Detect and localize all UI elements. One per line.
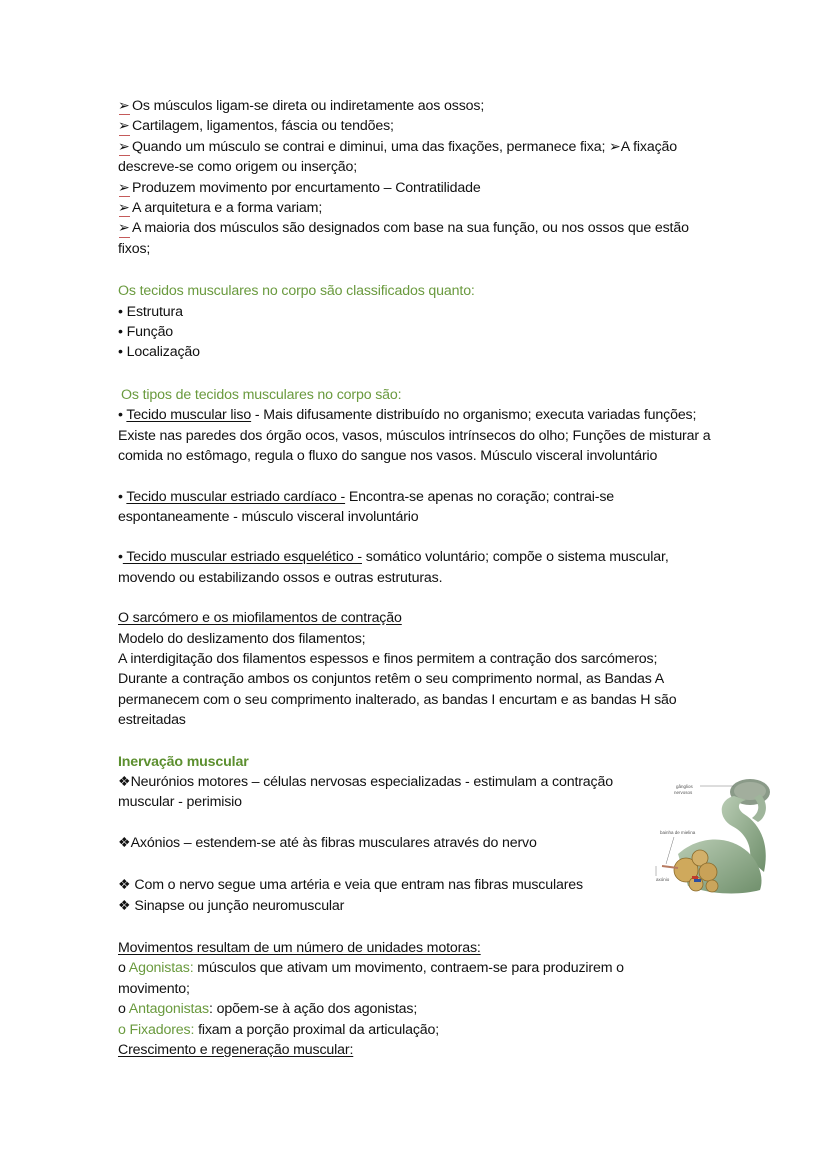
bullet-icon: • [118, 549, 123, 566]
classification-heading: Os tecidos musculares no corpo são classificados quanto: [118, 283, 475, 300]
arrow-bullet-icon: ➢ [118, 137, 132, 157]
paragraph-line: permanecem com o seu comprimento inalterado, as bandas I encurtam e as bandas H são [118, 691, 677, 708]
arrow-bullet-icon: ➢ [118, 116, 132, 136]
growth-regeneration-heading: Crescimento e regeneração muscular: [118, 1042, 354, 1059]
paragraph-line: Modelo do deslizamento dos filamentos; [118, 630, 366, 647]
smooth-muscle-title: Tecido muscular liso [126, 407, 252, 424]
circle-bullet-icon: o [118, 1001, 126, 1018]
movements-section [118, 938, 718, 1060]
sarcomere-heading: O sarcómero e os miofilamentos de contração [118, 610, 402, 627]
classification-section [118, 281, 718, 363]
bullet-icon: • [118, 344, 123, 361]
paragraph-line: comida no estômago, regula o fluxo do sangue nos vasos. Músculo visceral involuntário [118, 448, 658, 465]
list-item: ➢ A maioria dos músculos são designados com base na sua função, ou nos ossos que estão [118, 218, 718, 238]
smooth-muscle-item: • Tecido muscular liso - Mais difusamente distribuído no organismo; executa variadas funções; [118, 407, 697, 424]
list-item-continuation: movimento; [118, 980, 190, 997]
cardiac-muscle-title: Tecido muscular estriado cardíaco - [126, 488, 346, 505]
list-item: ➢ Cartilagem, ligamentos, fáscia ou tendões; [118, 116, 718, 136]
figure-label-ganglia: gânglios [676, 784, 693, 789]
circle-bullet-icon: o [118, 960, 126, 977]
list-item-continuation: muscular - perimisio [118, 794, 242, 811]
figure-label-myelin-sheath: bainha de mielina [660, 830, 696, 835]
list-item: • Função [118, 324, 174, 341]
list-item: o Fixadores: fixam a porção proximal da articulação; [118, 1021, 440, 1038]
list-item: ➢ A arquitetura e a forma variam; [118, 198, 718, 218]
list-item-continuation: fixos; [118, 240, 151, 257]
figure-label-ganglia-2: nervosos [674, 790, 693, 795]
inline-arrow-icon: ➢ [609, 138, 621, 155]
paragraph-line: A interdigitação dos filamentos espessos e finos permitem a contração dos sarcómeros; [118, 650, 658, 667]
diamond-bullet-icon: ❖ [118, 877, 131, 894]
list-item: ➢ Produzem movimento por encurtamento – Contratilidade [118, 178, 718, 198]
bullet-icon: • [118, 303, 123, 320]
innervation-heading: Inervação muscular [118, 753, 249, 770]
diamond-bullet-icon: ❖ [118, 773, 131, 790]
term-agonists: Agonistas: [128, 960, 194, 977]
skeletal-muscle-title: Tecido muscular estriado esquelético - [122, 549, 362, 566]
list-item: • Localização [118, 344, 200, 361]
nerve-illustration [648, 774, 776, 898]
list-item: ➢ Quando um músculo se contrai e diminui, uma das fixações, permanece fixa; ➢A fixação [118, 137, 718, 157]
figure-label-axon: axónio [656, 877, 670, 882]
arrow-bullet-icon: ➢ [118, 96, 132, 116]
paragraph-line: Durante a contração ambos os conjuntos retêm o seu comprimento normal, as Bandas A [118, 671, 665, 688]
tissue-types-heading: Os tipos de tecidos musculares no corpo são: [121, 386, 402, 403]
tissue-types-section [118, 385, 718, 588]
paragraph-line: espontaneamente - músculo visceral involuntário [118, 508, 419, 525]
term-antagonists: Antagonistas [128, 1001, 209, 1018]
list-item: ➢ Os músculos ligam-se direta ou indiretamente aos ossos; [118, 96, 718, 116]
sarcomere-section [118, 608, 718, 730]
skeletal-muscle-item: • Tecido muscular estriado esquelético - somático voluntário; compõe o sistema muscular, [118, 549, 669, 566]
list-item: ❖ Sinapse ou junção neuromuscular [118, 897, 345, 914]
list-item: ❖Neurónios motores – células nervosas especializadas - estimulam a contração [118, 773, 613, 790]
cardiac-muscle-item: • Tecido muscular estriado cardíaco - Encontra-se apenas no coração; contrai-se [118, 488, 615, 505]
arrow-bullet-icon: ➢ [118, 218, 132, 238]
arrow-bullet-icon: ➢ [118, 198, 132, 218]
list-item: o Antagonistas: opõem-se à ação dos agonistas; [118, 1001, 418, 1018]
muscle-facts-list [118, 96, 718, 259]
list-item: o Agonistas: músculos que ativam um movimento, contraem-se para produzirem o [118, 960, 624, 977]
bullet-icon: • [118, 407, 123, 424]
arrow-bullet-icon: ➢ [118, 178, 132, 198]
paragraph-line: Existe nas paredes dos órgão ocos, vasos, músculos intrínsecos do olho; Funções de misturar a [118, 427, 711, 444]
bullet-icon: • [118, 324, 123, 341]
diamond-bullet-icon: ❖ [118, 834, 131, 851]
list-item: ❖Axónios – estendem-se até às fibras musculares através do nervo [118, 834, 537, 851]
term-fixators: o Fixadores: [118, 1021, 195, 1038]
document-page [118, 96, 718, 1060]
movements-heading: Movimentos resultam de um número de unidades motoras: [118, 940, 481, 956]
list-item: ❖ Com o nervo segue uma artéria e veia que entram nas fibras musculares [118, 877, 583, 894]
paragraph-line: estreitadas [118, 712, 186, 729]
diamond-bullet-icon: ❖ [118, 897, 131, 914]
innervation-section [118, 752, 718, 916]
list-item: • Estrutura [118, 303, 183, 320]
paragraph-line: movendo ou estabilizando ossos e outras estruturas. [118, 569, 443, 586]
bullet-icon: • [118, 488, 123, 505]
list-item-continuation: descreve-se como origem ou inserção; [118, 159, 358, 176]
